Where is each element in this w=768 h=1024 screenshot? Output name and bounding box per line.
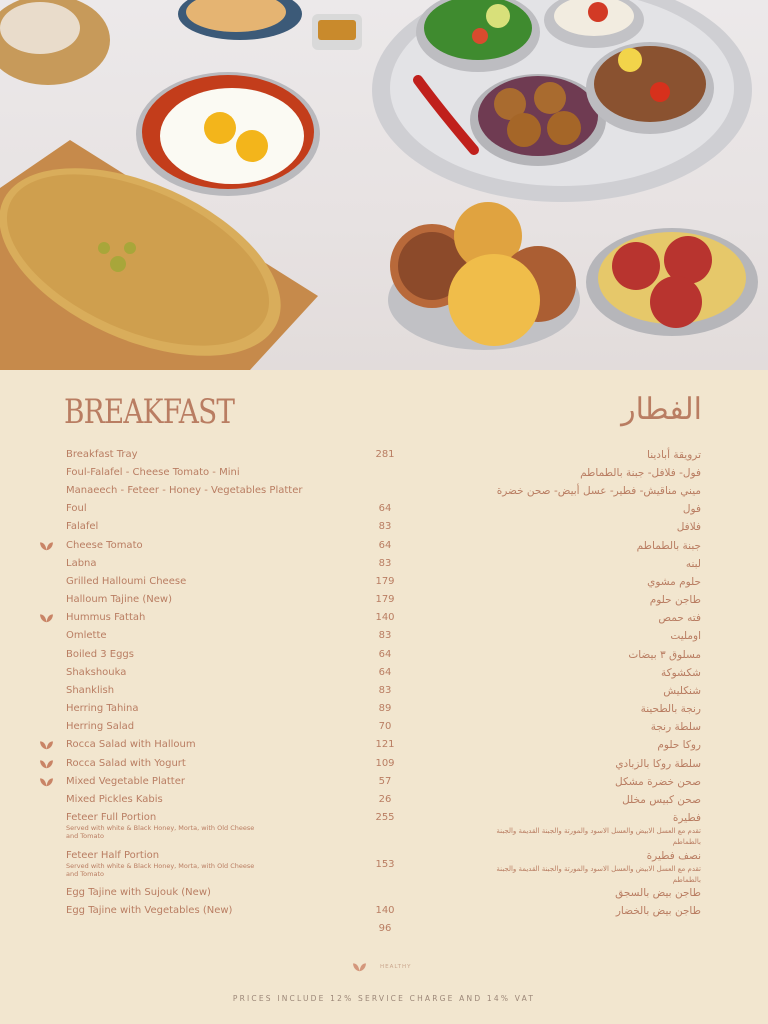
- menu-item-price: 83: [378, 558, 392, 569]
- menu-item-price: 64: [378, 649, 392, 660]
- menu-item-price: 64: [378, 667, 392, 678]
- menu-item-row: [0, 887, 768, 905]
- menu-item-price: 281: [375, 449, 395, 460]
- menu-item-arabic-name: لبنه: [685, 558, 701, 570]
- menu-item-arabic-name: سلطة روكا بالزبادي: [615, 758, 701, 770]
- menu-item-name: Shanklish: [66, 685, 115, 696]
- menu-item-arabic-name: جبنة بالطماطم: [636, 540, 701, 552]
- menu-item-row: [0, 667, 768, 685]
- menu-item-row: [0, 630, 768, 648]
- menu-item-arabic-name: فلافل: [676, 521, 701, 533]
- menu-content: [0, 370, 768, 1024]
- menu-item-price: 153: [375, 859, 395, 870]
- menu-item-price: 89: [378, 703, 392, 714]
- menu-item-name: Cheese Tomato: [66, 540, 143, 551]
- menu-item-arabic-name: طاجن بيض بالسجق: [615, 887, 701, 899]
- menu-item-name: Herring Salad: [66, 721, 135, 732]
- menu-item-name: Rocca Salad with Yogurt: [66, 758, 186, 769]
- menu-item-price: 140: [375, 612, 395, 623]
- healthy-legend-label: HEALTHY: [380, 964, 412, 970]
- menu-item-price: 83: [378, 630, 392, 641]
- menu-item-row: [0, 594, 768, 612]
- menu-item-name: Manaeech - Feteer - Honey - Vegetables Platter: [66, 485, 303, 496]
- menu-item-name: Rocca Salad with Halloum: [66, 739, 196, 750]
- menu-item-name: Breakfast Tray: [66, 449, 138, 460]
- menu-item-row: [0, 467, 768, 485]
- menu-item-note: Served with white & Black Honey, Morta, with Old Cheese and Tomato: [66, 824, 255, 840]
- menu-item-row: [0, 558, 768, 576]
- menu-item-row: [0, 485, 768, 503]
- menu-item-price: 179: [375, 594, 395, 605]
- menu-item-arabic-name: فول- فلافل- جبنة بالطماطم: [580, 467, 701, 479]
- menu-item-row: [0, 449, 768, 467]
- menu-item-name: Grilled Halloumi Cheese: [66, 576, 187, 587]
- menu-item-row: [0, 649, 768, 667]
- menu-item-arabic-note: تقدم مع العسل الابيض والعسل الاسود والمورتة والجبنة القديمة والجبنة بالطماطم: [496, 827, 701, 846]
- menu-item-arabic-name: ترويقة أبادينا: [647, 449, 701, 461]
- menu-item-note: Served with white & Black Honey, Morta, with Old Cheese and Tomato: [66, 862, 255, 878]
- healthy-leaf-icon: [39, 541, 54, 551]
- menu-item-price: 70: [378, 721, 392, 732]
- menu-item-price: 83: [378, 521, 392, 532]
- menu-item-arabic-name: فول: [682, 503, 701, 515]
- menu-item-arabic-name: رنجة بالطحينة: [640, 703, 701, 715]
- menu-item-row: [0, 721, 768, 739]
- menu-item-price: 255: [375, 812, 395, 823]
- menu-title-english: BREAKFAST: [64, 392, 235, 432]
- menu-item-name: Omlette: [66, 630, 107, 641]
- healthy-leaf-icon: [39, 613, 54, 623]
- menu-item-row: [0, 703, 768, 721]
- menu-item-row: [0, 540, 768, 558]
- menu-item-row: [0, 612, 768, 630]
- menu-item-arabic-name: نصف فطيرة: [646, 850, 701, 862]
- menu-item-price: 64: [378, 540, 392, 551]
- menu-item-name: Falafel: [66, 521, 99, 532]
- menu-item-price: 140: [375, 905, 395, 916]
- menu-item-name: Foul-Falafel - Cheese Tomato - Mini: [66, 467, 240, 478]
- menu-item-price: 26: [378, 794, 392, 805]
- menu-item-name: Mixed Pickles Kabis: [66, 794, 163, 805]
- menu-item-arabic-name: فته حمص: [658, 612, 701, 624]
- menu-item-name: Shakshouka: [66, 667, 127, 678]
- menu-item-arabic-name: سلطة رنجة: [650, 721, 701, 733]
- menu-item-row: [0, 794, 768, 812]
- menu-item-name: Egg Tajine with Sujouk (New): [66, 887, 211, 898]
- menu-item-arabic-name: مسلوق ٣ بيضات: [628, 649, 701, 661]
- menu-item-arabic-name: روكا حلوم: [657, 739, 701, 751]
- extra-price-value: 96: [378, 923, 392, 934]
- menu-item-name: Mixed Vegetable Platter: [66, 776, 185, 787]
- menu-item-price: 179: [375, 576, 395, 587]
- menu-item-name: Feteer Half Portion: [66, 850, 160, 861]
- menu-item-row: [0, 758, 768, 776]
- menu-item-price: 57: [378, 776, 392, 787]
- menu-item-name: Halloum Tajine (New): [66, 594, 173, 605]
- healthy-leaf-icon: [39, 740, 54, 750]
- menu-item-arabic-note: تقدم مع العسل الابيض والعسل الاسود والمورتة والجبنة القديمة والجبنة بالطماطم: [496, 865, 701, 884]
- menu-item-row: [0, 812, 768, 846]
- footer-note: PRICES INCLUDE 12% SERVICE CHARGE AND 14% VAT: [232, 994, 536, 1003]
- menu-item-arabic-name: فطيرة: [672, 812, 701, 824]
- menu-item-row: [0, 685, 768, 703]
- breakfast-spread-image: [0, 0, 768, 370]
- menu-item-name: Feteer Full Portion: [66, 812, 157, 823]
- menu-item-name: Foul: [66, 503, 87, 514]
- healthy-leaf-icon: [39, 777, 54, 787]
- menu-item-price: 83: [378, 685, 392, 696]
- menu-item-row: [0, 850, 768, 884]
- menu-item-row: [0, 776, 768, 794]
- menu-item-name: Labna: [66, 558, 97, 569]
- food-photo: [0, 0, 768, 370]
- menu-title-arabic: الفطار: [621, 392, 702, 427]
- menu-item-price: 121: [375, 739, 395, 750]
- menu-item-arabic-name: ميني مناقيش- فطير- عسل أبيض- صحن خضرة: [496, 485, 701, 497]
- menu-item-arabic-name: صحن كبيس مخلل: [622, 794, 701, 806]
- menu-item-arabic-name: طاجن حلوم: [649, 594, 701, 606]
- menu-item-name: Herring Tahina: [66, 703, 139, 714]
- menu-item-arabic-name: حلوم مشوي: [647, 576, 701, 588]
- menu-item-arabic-name: اومليت: [670, 630, 701, 642]
- menu-item-name: Boiled 3 Eggs: [66, 649, 134, 660]
- menu-item-row: [0, 576, 768, 594]
- healthy-legend: [352, 960, 432, 976]
- menu-item-row: [0, 503, 768, 521]
- menu-item-arabic-name: طاجن بيض بالخضار: [615, 905, 701, 917]
- healthy-leaf-icon: [352, 962, 367, 972]
- menu-item-row: [0, 905, 768, 923]
- menu-item-price: 64: [378, 503, 392, 514]
- menu-item-arabic-name: صحن خضرة مشكل: [615, 776, 701, 788]
- healthy-leaf-icon: [39, 759, 54, 769]
- menu-item-name: Hummus Fattah: [66, 612, 146, 623]
- menu-item-arabic-name: شكشوكة: [660, 667, 701, 679]
- menu-item-row: [0, 521, 768, 539]
- menu-item-row: [0, 739, 768, 757]
- menu-item-price: 109: [375, 758, 395, 769]
- menu-item-name: Egg Tajine with Vegetables (New): [66, 905, 233, 916]
- menu-item-arabic-name: شنكليش: [663, 685, 701, 697]
